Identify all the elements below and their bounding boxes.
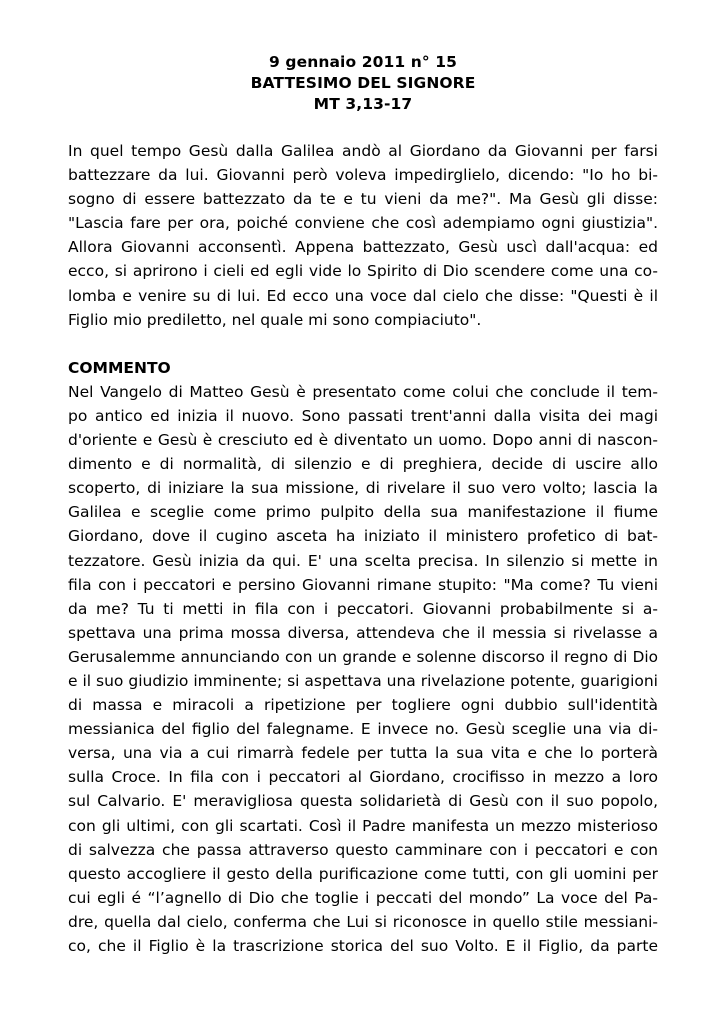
comment-line: dimento e di normalità, di silenzio e di preghiera, decide di uscire allo	[68, 455, 658, 474]
comment-line: Galilea e sceglie come primo pulpito della sua manifestazione il fiume	[68, 503, 658, 522]
comment-line: versa, una via a cui rimarrà fedele per tutta la sua vita e che lo porterà	[68, 744, 658, 763]
comment-line: tezzatore. Gesù inizia da qui. E' una scelta precisa. In silenzio si mette in	[68, 551, 658, 570]
gospel-line: "Lascia fare per ora, poiché conviene che così adempiamo ogni giustizia".	[68, 214, 658, 233]
comment-section	[68, 356, 658, 958]
comment-line: spettava una prima mossa diversa, attendeva che il messia si rivelasse a	[68, 623, 658, 642]
comment-line: scoperto, di iniziare la sua missione, di rivelare il suo vero volto; lascia la	[68, 479, 658, 498]
gospel-line: Allora Giovanni acconsentì. Appena battezzato, Gesù uscì dall'acqua: ed	[68, 238, 658, 257]
comment-line: fila con i peccatori e persino Giovanni rimane stupito: "Ma come? Tu vieni	[68, 575, 658, 594]
comment-line: cui egli é “l’agnello di Dio che toglie i peccati del mondo” La voce del Pa-	[68, 888, 658, 907]
comment-line: messianica del figlio del falegname. E invece no. Gesù sceglie una via di-	[68, 720, 658, 739]
gospel-line: battezzare da lui. Giovanni però voleva impedirglielo, dicendo: "Io ho bi-	[68, 166, 658, 185]
document-header	[68, 52, 658, 115]
comment-line: dre, quella dal cielo, conferma che Lui si riconosce in quello stile messiani-	[68, 912, 658, 931]
gospel-line: Figlio mio prediletto, nel quale mi sono compiaciuto".	[68, 310, 482, 329]
gospel-line: lomba e venire su di lui. Ed ecco una voce dal cielo che disse: "Questi è il	[68, 286, 658, 305]
comment-line: e il suo giudizio imminente; si aspettava una rivelazione potente, guarigioni	[68, 671, 658, 690]
gospel-passage	[68, 139, 658, 332]
document-page	[68, 52, 658, 958]
gospel-line: sogno di essere battezzato da te e tu vieni da me?". Ma Gesù gli disse:	[68, 190, 658, 209]
date-line: 9 gennaio 2011 n° 15	[269, 53, 457, 71]
comment-line: Giordano, dove il cugino asceta ha iniziato il ministero profetico di bat-	[68, 527, 658, 546]
comment-line: sul Calvario. E' meravigliosa questa solidarietà di Gesù con il suo popolo,	[68, 792, 658, 811]
comment-line: con gli ultimi, con gli scartati. Così il Padre manifesta un mezzo misterioso	[68, 816, 658, 835]
comment-line: po antico ed inizia il nuovo. Sono passati trent'anni dalla visita dei magi	[68, 406, 658, 425]
comment-line: Nel Vangelo di Matteo Gesù è presentato come colui che conclude il tem-	[68, 382, 658, 401]
gospel-line: ecco, si aprirono i cieli ed egli vide lo Spirito di Dio scendere come una co-	[68, 262, 658, 281]
comment-line: sulla Croce. In fila con i peccatori al Giordano, crocifisso in mezzo a loro	[68, 768, 658, 787]
gospel-reference: MT 3,13-17	[313, 95, 413, 113]
comment-line: Gerusalemme annunciando con un grande e solenne discorso il regno di Dio	[68, 647, 658, 666]
comment-line: da me? Tu ti metti in fila con i peccatori. Giovanni probabilmente si a-	[68, 599, 658, 618]
comment-line: d'oriente e Gesù è cresciuto ed è diventato un uomo. Dopo anni di nascon-	[68, 431, 658, 450]
document-title: BATTESIMO DEL SIGNORE	[250, 74, 476, 92]
comment-line: questo accogliere il gesto della purificazione come tutti, con gli uomini per	[68, 864, 658, 883]
gospel-line: In quel tempo Gesù dalla Galilea andò al Giordano da Giovanni per farsi	[68, 142, 658, 160]
comment-line: di massa e miracoli a ripetizione per togliere ogni dubbio sull'identità	[68, 696, 658, 715]
comment-line: co, che il Figlio è la trascrizione storica del suo Volto. E il Figlio, da parte	[68, 937, 658, 955]
comment-heading: COMMENTO	[68, 358, 171, 377]
comment-line: di salvezza che passa attraverso questo camminare con i peccatori e con	[68, 840, 658, 859]
